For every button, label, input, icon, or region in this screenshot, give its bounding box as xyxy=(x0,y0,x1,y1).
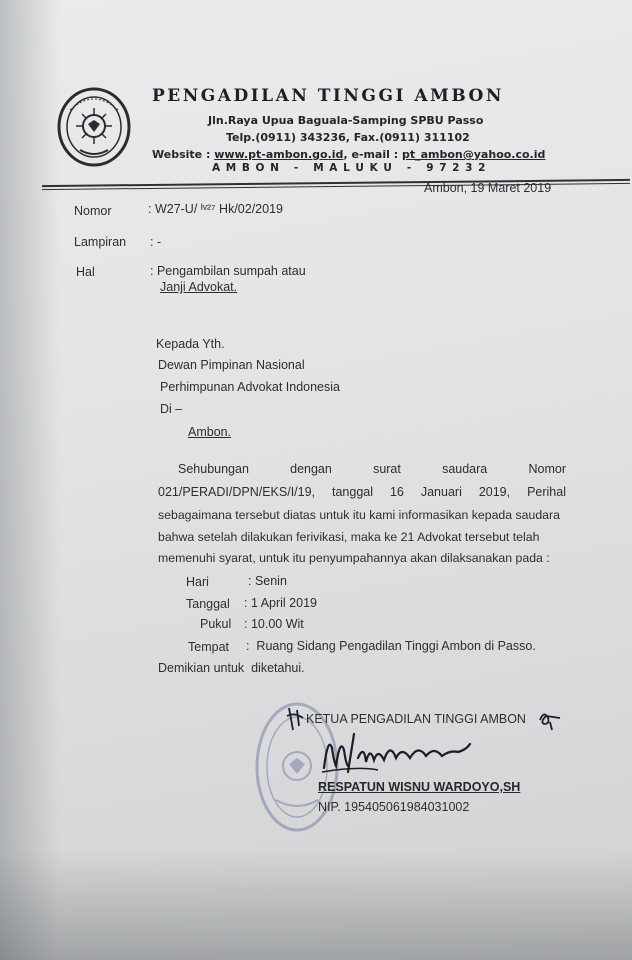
nomor-label: Nomor xyxy=(74,204,112,218)
city-postal-line: A M B O N - M A L U K U - 9 7 2 3 2 xyxy=(212,162,487,174)
body-word: dengan xyxy=(290,462,332,476)
recipient-line3: Perhimpunan Advokat Indonesia xyxy=(160,380,340,394)
hari-label: Hari xyxy=(186,575,209,589)
phone-line: Telp.(0911) 343236, Fax.(0911) 311102 xyxy=(226,131,470,144)
body-word: Nomor xyxy=(528,462,566,476)
email-label: , e-mail : xyxy=(343,148,399,161)
recipient-line1: Kepada Yth. xyxy=(156,337,225,351)
nomor-value: : W27-U/ ᴵᵛ²⁷ Hk/02/2019 xyxy=(148,202,283,216)
pukul-label: Pukul xyxy=(200,617,232,631)
hal-value-line1: : Pengambilan sumpah atau xyxy=(150,264,306,278)
body-line3: sebagaimana tersebut diatas untuk itu kami informasikan kepada saudara xyxy=(158,508,560,522)
signatory-nip: NIP. 195405061984031002 xyxy=(318,800,470,814)
body-word: tanggal xyxy=(331,485,373,499)
handwritten-signature xyxy=(318,728,476,776)
body-line2 xyxy=(158,485,566,499)
hal-value-line2: Janji Advokat. xyxy=(160,280,238,294)
body-word: Januari xyxy=(420,485,462,499)
website-link[interactable]: www.pt-ambon.go.id xyxy=(214,148,344,161)
lampiran-label: Lampiran xyxy=(74,235,127,249)
court-emblem-logo xyxy=(56,86,132,168)
recipient-line5: Ambon. xyxy=(188,425,232,439)
body-word: 021/PERADI/DPN/EKS/I/19, xyxy=(158,485,316,499)
address-line: Jln.Raya Upua Baguala-Samping SPBU Passo xyxy=(208,114,484,127)
website-line xyxy=(152,148,545,161)
court-name-title: PENGADILAN TINGGI AMBON xyxy=(152,86,504,106)
email-link[interactable]: pt_ambon@yahoo.co.id xyxy=(401,148,546,161)
body-word: 2019, xyxy=(478,485,511,499)
body-word: saudara xyxy=(442,462,488,476)
hari-value: : Senin xyxy=(248,574,287,588)
lampiran-value: : - xyxy=(150,235,162,249)
hal-label: Hal xyxy=(76,265,95,279)
pukul-value: : 10.00 Wit xyxy=(244,617,304,631)
tanggal-label: Tanggal xyxy=(186,597,230,611)
tempat-value: : Ruang Sidang Pengadilan Tinggi Ambon di Passo. xyxy=(246,639,536,653)
letter-date: Ambon, 19 Maret 2019 xyxy=(424,181,552,195)
body-word: Sehubungan xyxy=(178,462,249,476)
website-label: Website : xyxy=(152,148,211,161)
signatory-name: RESPATUN WISNU WARDOYO,SH xyxy=(318,780,521,794)
body-word: 16 xyxy=(389,485,404,499)
recipient-line2: Dewan Pimpinan Nasional xyxy=(158,358,305,372)
page-shadow-left xyxy=(0,0,60,960)
body-line4: bahwa setelah dilakukan ferivikasi, maka ke 21 Advokat tersebut telah xyxy=(158,530,540,544)
body-line5: memenuhi syarat, untuk itu penyumpahannya akan dilaksanakan pada : xyxy=(158,551,550,565)
page-shadow-bottom xyxy=(0,850,632,960)
body-word: surat xyxy=(373,462,401,476)
body-word: Perihal xyxy=(527,485,566,499)
signatory-position: KETUA PENGADILAN TINGGI AMBON xyxy=(306,712,526,726)
recipient-line4: Di – xyxy=(160,402,183,416)
paraf-mark-icon xyxy=(536,708,562,732)
body-line1 xyxy=(178,462,566,476)
tanggal-value: : 1 April 2019 xyxy=(244,596,317,610)
closing-text: Demikian untuk diketahui. xyxy=(158,661,305,675)
tempat-label: Tempat xyxy=(188,640,229,654)
initial-mark-icon xyxy=(285,706,307,732)
